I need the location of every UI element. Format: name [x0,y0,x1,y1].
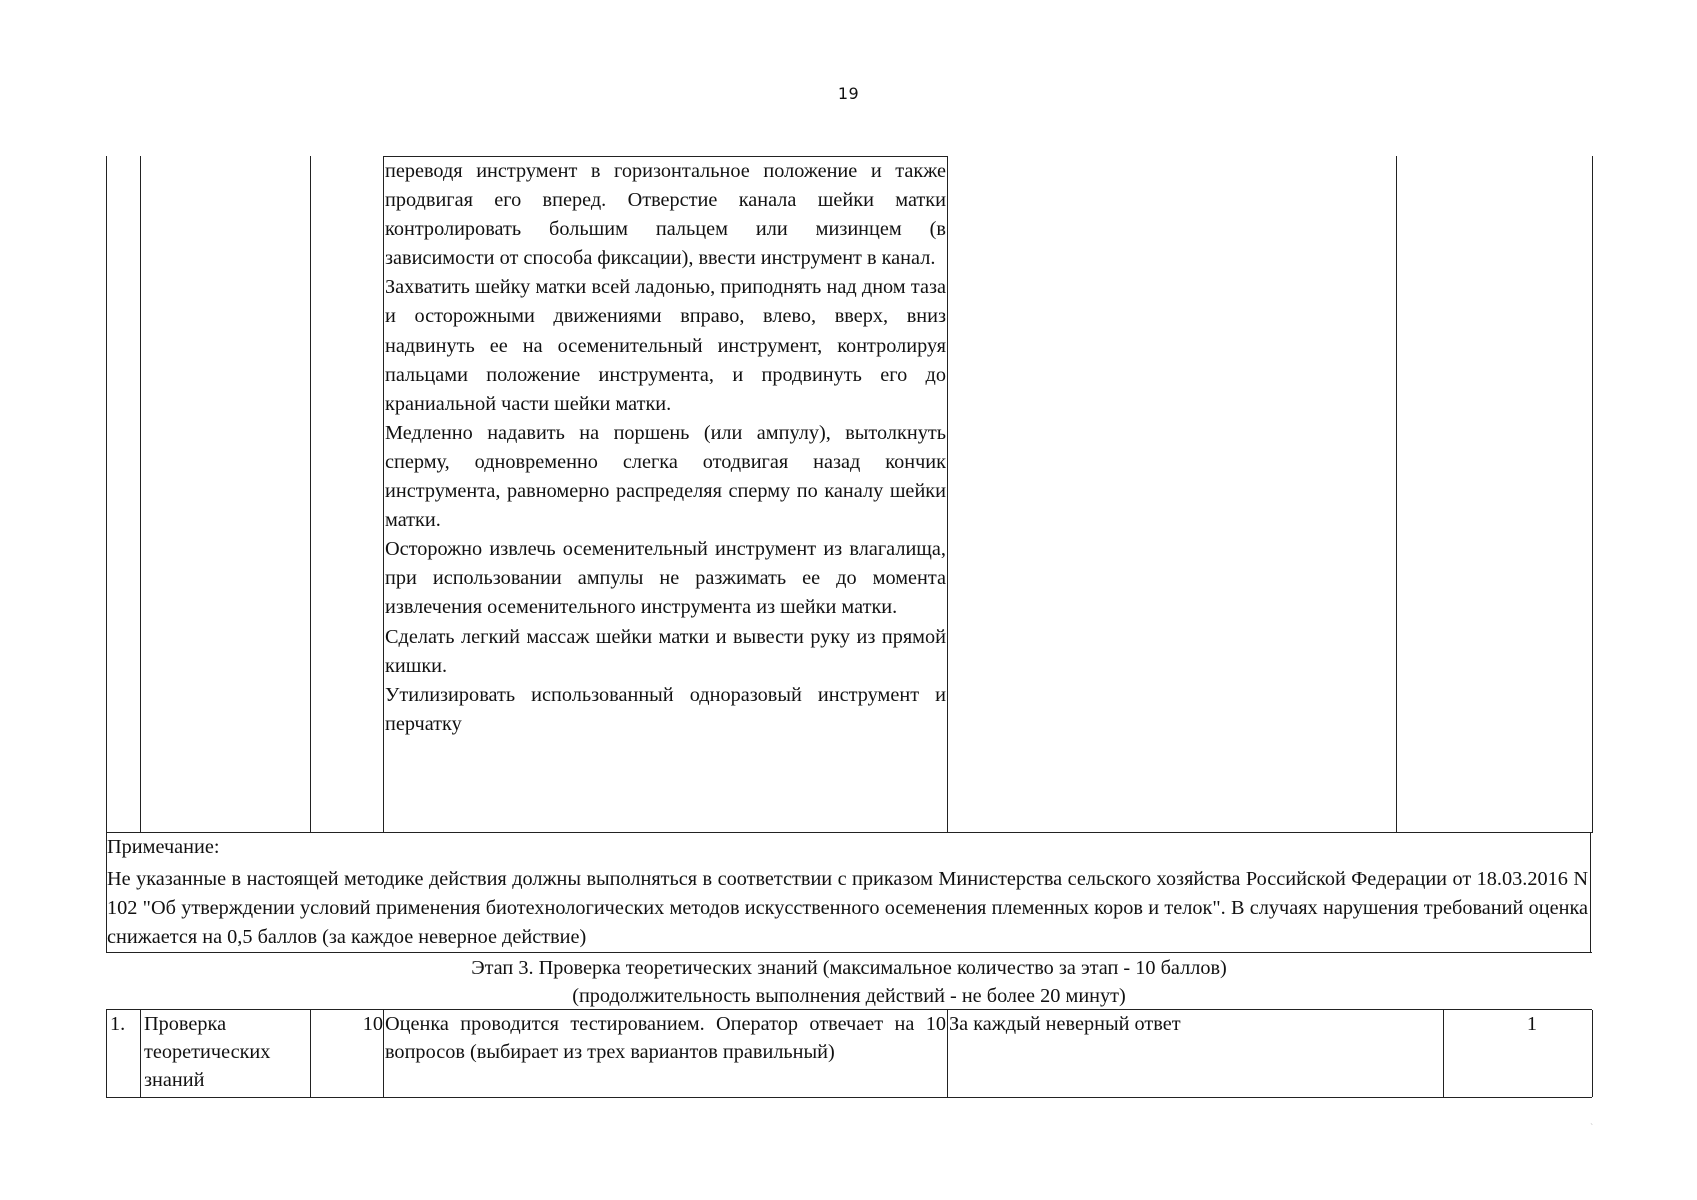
row-description: Оценка проводится тестированием. Оператор отвечает на 10 вопросов (выбирает из трех вариантов правильный) [385,1013,946,1063]
row-score: 1 [1526,1013,1538,1035]
column-divider [947,156,948,833]
column-divider [383,1010,384,1097]
column-divider [1396,156,1397,833]
stage-header [107,954,1591,1010]
row-points: 10 [362,1013,383,1035]
page-number: 19 [837,84,860,103]
row-criterion: За каждый неверный ответ [949,1013,1181,1035]
scan-artifact: ˴ [1590,1118,1594,1129]
column-divider [140,156,141,833]
table-row [106,1010,1593,1097]
procedure-step: Медленно надавить на поршень (или ампулу), вытолкнуть сперму, одновременно слегка отодвигая назад кончик инструмента, равномерно распределяя сперму по каналу шейки матки. [385,421,946,532]
procedure-step: Утилизировать использованный одноразовый инструмент и перчатку [385,683,946,735]
procedure-step: Захватить шейку матки всей ладонью, приподнять над дном таза и осторожными движениями вправо, влево, вверх, вниз надвинуть ее на осеменительный инструмент, контролируя пальцами положение инструмента, и продвинуть его до краниальной части шейки матки. [385,276,946,415]
row-name: Проверка теоретических знаний [144,1013,271,1091]
column-divider [947,1010,948,1097]
procedure-step: переводя инструмент в горизонтальное положение и также продвигая его вперед. Отверстие канала шейки матки контролировать большим пальцем или мизинцем (в зависимости от способа фиксации), ввести инструмент в канал. [385,160,946,270]
column-divider [310,156,311,833]
procedure-step: Сделать легкий массаж шейки матки и вывести руку из прямой кишки. [385,625,946,677]
continued-table-section [106,156,1593,833]
procedure-step: Осторожно извлечь осеменительный инструмент из влагалища, при использовании ампулы не разжимать ее до момента извлечения осеменительного инструмента из шейки матки. [385,538,946,619]
stage-title: Этап 3. Проверка теоретических знаний (максимальное количество за этап - 10 баллов) [471,957,1227,979]
column-divider [1443,1010,1444,1097]
stage-top-border [106,952,1592,953]
note-title: Примечание: [107,836,220,858]
procedure-description-cell [385,157,946,739]
note-text: Не указанные в настоящей методике действия должны выполняться в соответствии с приказом Министерства сельского хозяйства Российской Федерации от 18.03.2016 N 102 "Об утверждении условий применения биотехнологических методов искусственного осеменения племенных коров и телок". В случаях нарушения требований оценка снижается на 0,5 баллов (за каждое неверное действие) [107,868,1588,948]
stage-duration: (продолжительность выполнения действий - не более 20 минут) [572,985,1126,1007]
row-number: 1. [110,1013,126,1035]
column-divider [140,1010,141,1097]
column-divider [383,156,384,833]
table-bottom-border [106,1097,1592,1098]
